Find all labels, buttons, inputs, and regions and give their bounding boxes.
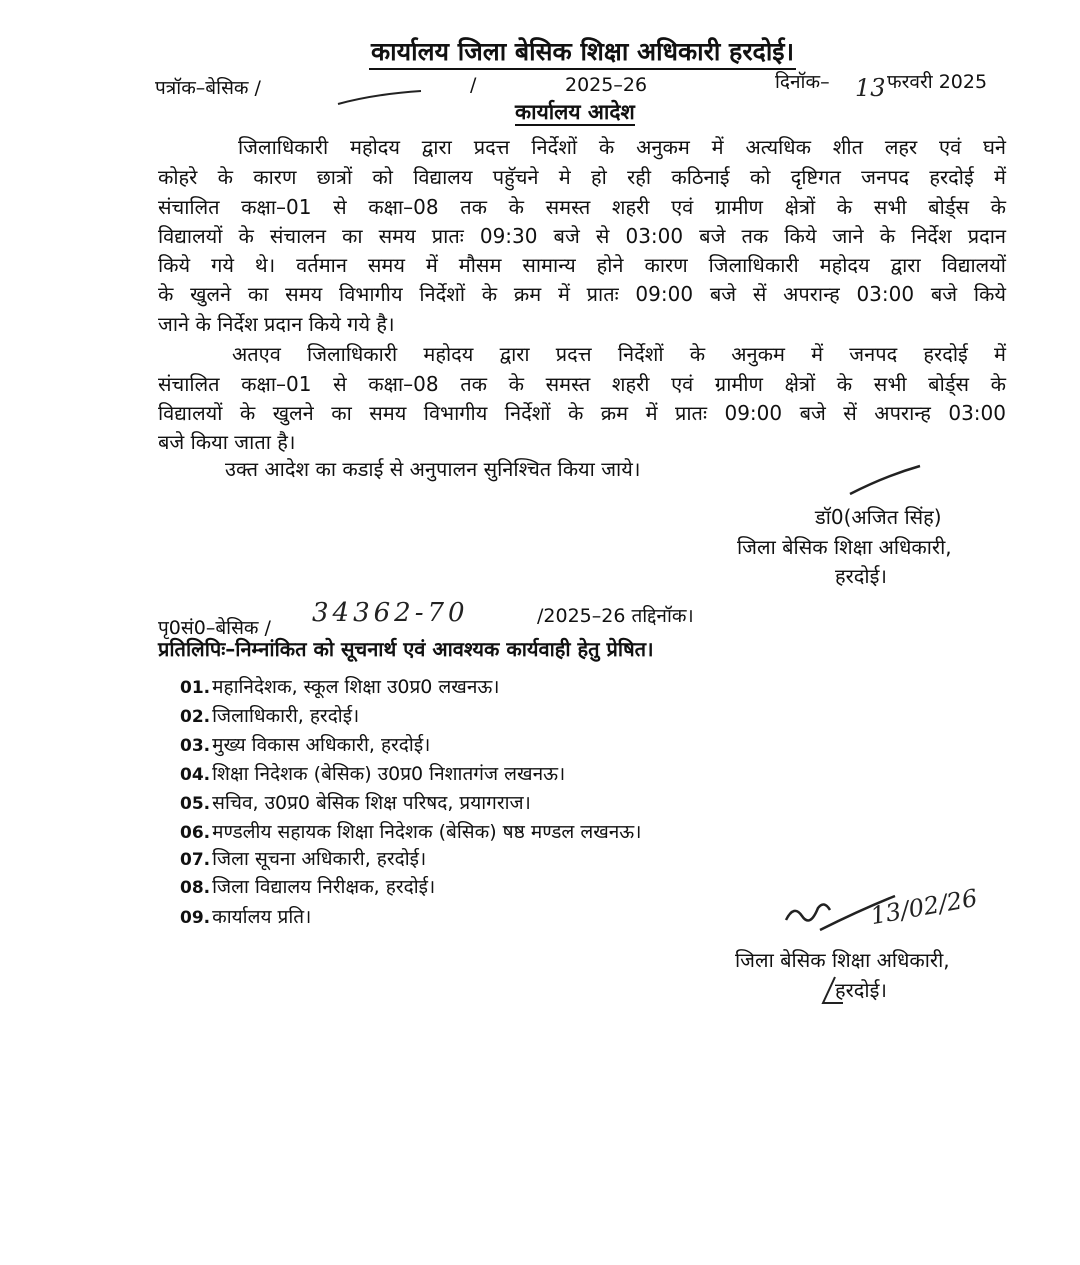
text-line: जिलाधिकारी महोदय द्वारा प्रदत्त निर्देशों के अनुकम में अत्यधिक शीत लहर एवं घने xyxy=(238,135,1006,159)
paragraph-3: उक्त आदेश का कडाई से अनुपालन सुनिश्चित किया जाये। xyxy=(225,457,641,481)
text-line: किये गये थे। वर्तमान समय में मौसम सामान्य होने कारण जिलाधिकारी महोदय द्वारा विद्यालयों xyxy=(158,253,1006,277)
signatory-name: डॉ0(अजित सिंह) xyxy=(815,505,942,529)
text-line: बजे किया जाता है। xyxy=(158,430,296,454)
text-line: विद्यालयों के खुलने का समय विभागीय निर्देशों के क्रम में प्रातः 09:00 बजे सें अपरान्ह 03:00 xyxy=(158,401,1006,425)
list-item: 07. जिला सूचना अधिकारी, हरदोई। xyxy=(180,848,427,870)
signature-mark xyxy=(845,462,925,498)
endorsement-ref-label: पृ0सं0–बेसिक / xyxy=(158,617,271,639)
date-month-year: फरवरी 2025 xyxy=(887,71,988,93)
text-line: कोहरे के कारण छात्रों को विद्यालय पहुॅचने मे हो रही कठिनाई को दृष्टिगत जनपद हरदोई में xyxy=(158,165,1006,189)
text-line: विद्यालयों के संचालन का समय प्रातः 09:30 बजे से 03:00 बजे तक किये जाने के निर्देश प्रदान xyxy=(158,224,1006,248)
list-item: 06. मण्डलीय सहायक शिक्षा निदेशक (बेसिक) षष्ठ मण्डल लखनऊ। xyxy=(180,821,642,843)
signatory-designation: जिला बेसिक शिक्षा अधिकारी, xyxy=(735,948,950,972)
text-line: संचालित कक्षा–01 से कक्षा–08 तक के समस्त शहरी एवं ग्रामीण क्षेत्रों के सभी बोर्ड्स के xyxy=(158,372,1006,396)
letter-number-slash: / xyxy=(470,74,477,96)
text-line: अतएव जिलाधिकारी महोदय द्वारा प्रदत्त निर्देशों के अनुकम में जनपद हरदोई में xyxy=(232,342,1006,366)
list-item: 04. शिक्षा निदेशक (बेसिक) उ0प्र0 निशातगंज लखनऊ। xyxy=(180,763,566,785)
order-title: कार्यालय आदेश xyxy=(515,100,635,124)
endorsement-ref-rest: /2025–26 तद्दिनॉक। xyxy=(537,605,694,627)
text-line: संचालित कक्षा–01 से कक्षा–08 तक के समस्त शहरी एवं ग्रामीण क्षेत्रों के सभी बोर्ड्स के xyxy=(158,195,1006,219)
date-label: दिनॉक– xyxy=(775,71,830,93)
list-item: 03. मुख्य विकास अधिकारी, हरदोई। xyxy=(180,734,431,756)
text-line: के खुलने का समय विभागीय निर्देशों के क्रम में प्रातः 09:00 बजे सें अपरान्ह 03:00 बजे किये xyxy=(158,282,1006,306)
session: 2025–26 xyxy=(565,74,648,96)
cc-heading: प्रतिलिपिः–निम्नांकित को सूचनार्थ एवं आवश्यक कार्यवाही हेतु प्रेषित। xyxy=(158,637,654,661)
list-item: 09. कार्यालय प्रति। xyxy=(180,906,312,928)
list-item: 01. महानिदेशक, स्कूल शिक्षा उ0प्र0 लखनऊ। xyxy=(180,676,500,698)
list-item: 05. सचिव, उ0प्र0 बेसिक शिक्ष परिषद, प्रयागराज। xyxy=(180,792,531,814)
letter-number-label: पत्रॉक–बेसिक / xyxy=(155,77,261,99)
list-item: 08. जिला विद्यालय निरीक्षक, हरदोई। xyxy=(180,876,436,898)
signatory-place: हरदोई। xyxy=(835,564,887,588)
initial-mark xyxy=(815,975,845,1007)
handwritten-stroke xyxy=(335,88,425,108)
signatory-designation: जिला बेसिक शिक्षा अधिकारी, xyxy=(737,535,952,559)
handwritten-date: 13/02/26 xyxy=(868,883,980,931)
signatory-place: हरदोई। xyxy=(835,978,887,1002)
endorsement-ref-handwritten: 34362-70 xyxy=(312,598,469,628)
date-day-handwritten: 13 xyxy=(855,74,886,102)
office-title: कार्यालय जिला बेसिक शिक्षा अधिकारी हरदोई। xyxy=(0,34,1080,68)
list-item: 02. जिलाधिकारी, हरदोई। xyxy=(180,705,360,727)
text-line: जाने के निर्देश प्रदान किये गये है। xyxy=(158,312,395,336)
